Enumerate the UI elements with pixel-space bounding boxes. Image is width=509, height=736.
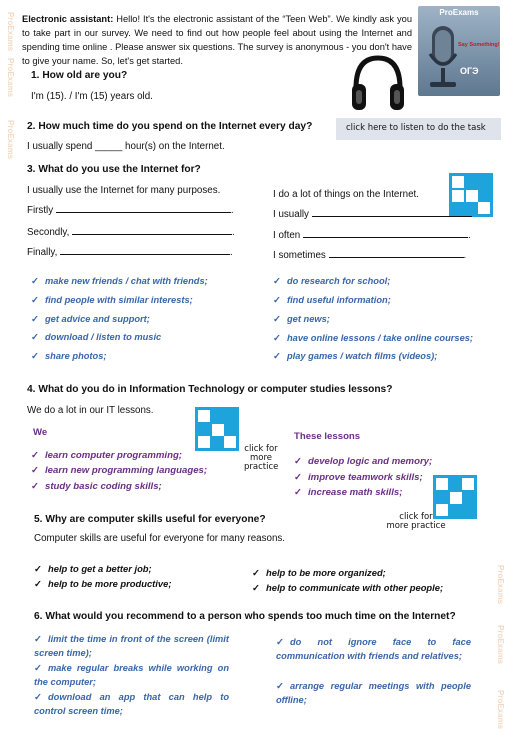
answer-1: I'm (15). / I'm (15) years old.	[31, 91, 153, 102]
badge-brand: ProExams	[439, 8, 479, 17]
q3-left-line-3[interactable]: Finally, .	[27, 247, 233, 258]
question-5: 5. Why are computer skills useful for everyone?	[34, 514, 266, 525]
q3-right-line-3[interactable]: I sometimes .	[273, 250, 467, 261]
q3-right-intro: I do a lot of things on the Internet.	[273, 189, 419, 200]
listen-label: click here to listen to do the task	[346, 123, 486, 133]
list-item: ✓ do research for school;	[273, 276, 391, 286]
list-item: ✓ download / listen to music	[31, 332, 162, 342]
list-item: ✓ find useful information;	[273, 295, 391, 305]
list-item: ✓ get advice and support;	[31, 314, 150, 324]
question-3: 3. What do you use the Internet for?	[27, 164, 201, 175]
list-item: ✓ share photos;	[31, 351, 107, 361]
list-item: ✓ help to be more productive;	[34, 578, 172, 589]
click-for-practice-link[interactable]: click for more practice	[244, 444, 279, 472]
badge-exam: ОГЭ	[460, 66, 479, 76]
list-item: ✓ develop logic and memory;	[294, 456, 433, 467]
intro-body: Hello! It's the electronic assistant of the “Teen Web”. We kindly ask you to take part in our survey. We need to find out how people feel about using the Internet and spending time online . Please answer six questions. The survey is anonymous - you don't have to give your name. So, let's get started.	[22, 14, 412, 66]
question-2: 2. How much time do you spend on the Internet every day?	[27, 121, 313, 132]
click-for-practice-link[interactable]: click for more practice	[386, 512, 446, 531]
watermark: ProExams	[6, 12, 15, 52]
list-item: ✓ increase math skills;	[294, 487, 403, 498]
list-item: ✓ learn computer programming;	[31, 450, 182, 461]
answer-4: We do a lot in our IT lessons.	[27, 405, 154, 416]
microphone-icon	[418, 6, 500, 96]
watermark: ProExams	[496, 690, 505, 730]
list-item: ✓ help to get a better job;	[34, 563, 152, 574]
watermark: ProExams	[6, 58, 15, 98]
intro-title: Electronic assistant:	[22, 14, 114, 24]
watermark: ProExams	[496, 625, 505, 665]
list-item: ✓ make new friends / chat with friends;	[31, 276, 208, 286]
q3-right-line-2[interactable]: I often .	[273, 230, 471, 241]
question-1: 1. How old are you?	[31, 70, 128, 81]
question-6: 6. What would you recommend to a person who spends too much time on the Internet?	[34, 611, 456, 622]
list-item: ✓ play games / watch films (videos);	[273, 351, 438, 361]
crossword-grid-icon[interactable]	[195, 407, 239, 451]
q3-right-line-1[interactable]: I usually	[273, 209, 472, 220]
answer-5: Computer skills are useful for everyone for many reasons.	[34, 533, 286, 544]
list-item: ✓ arrange regular meetings with people offline;	[276, 681, 471, 705]
question-4: 4. What do you do in Information Technology or computer studies lessons?	[27, 384, 393, 395]
list-item: ✓ study basic coding skills;	[31, 481, 162, 492]
watermark: ProExams	[496, 565, 505, 605]
list-item: ✓ get news;	[273, 314, 330, 324]
list-item: ✓ do not ignore face to face communication with friends and relatives;	[276, 637, 471, 661]
q4-right-head: These lessons	[294, 431, 361, 442]
proexams-badge	[418, 6, 500, 96]
list-item: ✓ help to be more organized;	[252, 567, 386, 578]
answer-2: I usually spend _____ hour(s) on the Internet.	[27, 141, 225, 152]
badge-tagline: Say Something!	[458, 42, 500, 48]
list-item: ✓ improve teamwork skills;	[294, 472, 423, 483]
watermark: ProExams	[6, 120, 15, 160]
listen-button[interactable]	[336, 118, 501, 140]
q3-left-intro: I usually use the Internet for many purposes.	[27, 185, 221, 196]
list-item: ✓ download an app that can help to control screen time;	[34, 692, 229, 716]
headphones-icon[interactable]	[350, 54, 406, 116]
list-item: ✓ have online lessons / take online courses;	[273, 333, 474, 343]
list-item: ✓ learn new programming languages;	[31, 465, 208, 476]
q4-left-head: We	[33, 427, 48, 438]
list-item: ✓ limit the time in front of the screen (limit screen time);	[34, 634, 229, 658]
q3-left-line-2[interactable]: Secondly, .	[27, 227, 235, 238]
list-item: ✓ make regular breaks while working on the computer;	[34, 663, 229, 687]
q3-left-line-1[interactable]: Firstly .	[27, 205, 234, 216]
list-item: ✓ help to communicate with other people;	[252, 582, 444, 593]
list-item: ✓ find people with similar interests;	[31, 295, 193, 305]
